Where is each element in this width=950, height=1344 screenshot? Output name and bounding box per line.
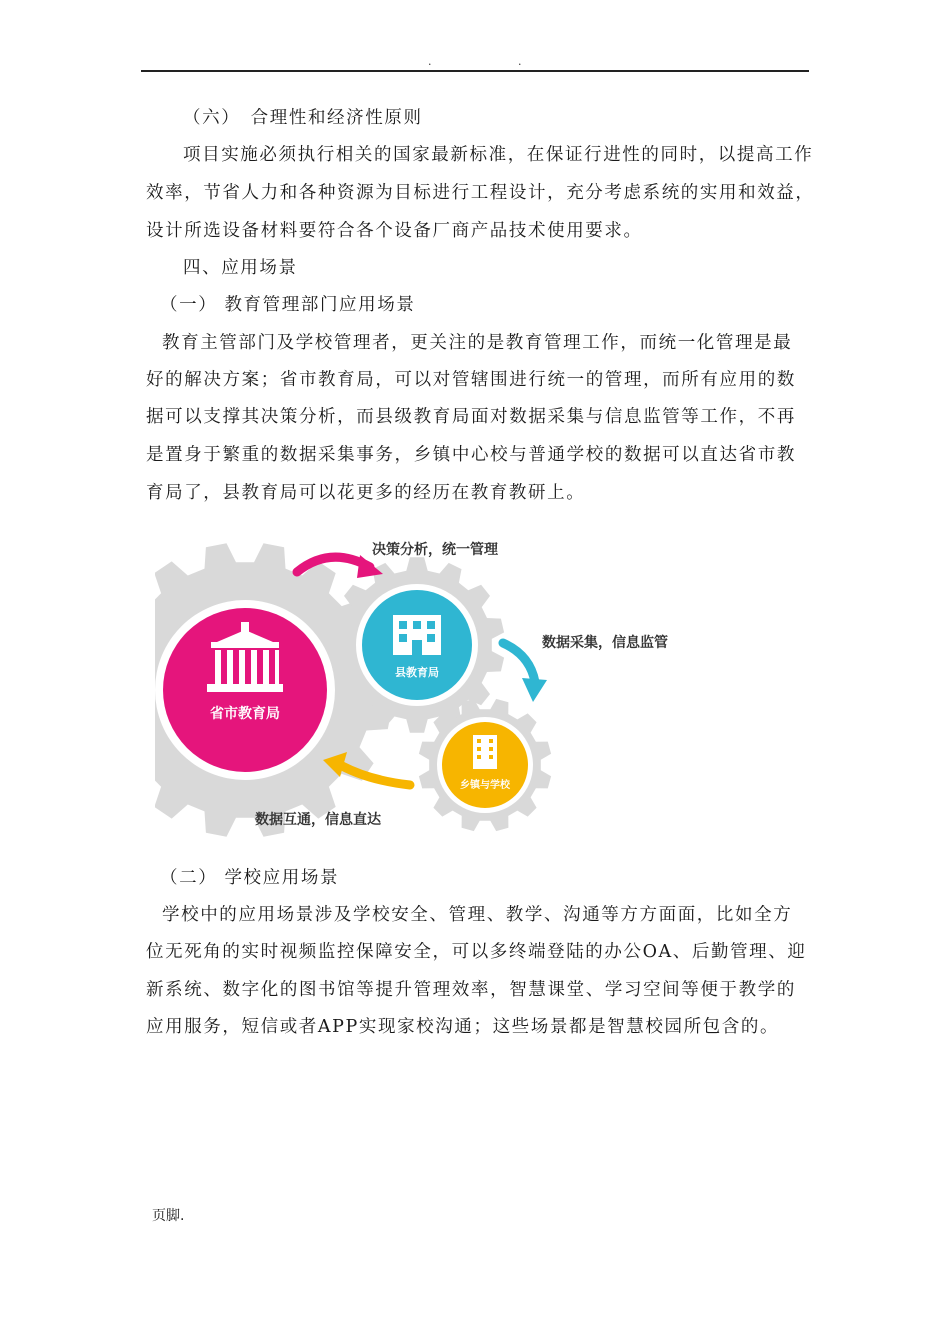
section-heading-4: 四、应用场景 [183, 258, 298, 278]
paragraph-line: 学校中的应用场景涉及学校安全、管理、教学、沟通等方方面面，比如全方 [162, 905, 793, 925]
education-management-diagram [155, 530, 695, 845]
paragraph-line: 位无死角的实时视频监控保障安全，可以多终端登陆的办公OA、后勤管理、迎 [146, 942, 807, 962]
paragraph-line: 设计所选设备材料要符合各个设备厂商产品技术使用要求。 [146, 221, 643, 241]
section-heading-6: （六） 合理性和经济性原则 [183, 108, 423, 128]
caption-bottom: 数据互通，信息直达 [255, 812, 381, 828]
office-building-icon [393, 615, 441, 655]
paragraph-line: 教育主管部门及学校管理者，更关注的是教育管理工作，而统一化管理是最 [162, 333, 793, 353]
label-county: 县教育局 [395, 666, 439, 679]
paragraph-line: 效率，节省人力和各种资源为目标进行工程设计，充分考虑系统的实用和效益， [146, 183, 815, 203]
school-building-icon [473, 735, 497, 769]
caption-right: 数据采集，信息监管 [542, 635, 668, 651]
header-dots [0, 56, 950, 68]
header-dot-right: . [518, 55, 522, 68]
paragraph-line: 好的解决方案；省市教育局，可以对管辖围进行统一的管理，而所有应用的数 [146, 370, 796, 390]
label-town: 乡镇与学校 [460, 780, 510, 791]
arrow-right [503, 643, 535, 682]
paragraph-line: 项目实施必须执行相关的国家最新标准，在保证行进性的同时，以提高工作 [183, 145, 814, 165]
label-provincial: 省市教育局 [210, 706, 280, 722]
paragraph-line: 据可以支撑其决策分析，而县级教育局面对数据采集与信息监管等工作，不再 [146, 407, 796, 427]
paragraph-line: 是置身于繁重的数据采集事务，乡镇中心校与普通学校的数据可以直达省市教 [146, 445, 796, 465]
header-dot-left: . [428, 55, 432, 68]
arrow-right-head [522, 678, 547, 702]
paragraph-line: 新系统、数字化的图书馆等提升管理效率，智慧课堂、学习空间等便于教学的 [146, 980, 796, 1000]
paragraph-line: 育局了，县教育局可以花更多的经历在教育教研上。 [146, 483, 586, 503]
caption-top: 决策分析，统一管理 [372, 542, 498, 558]
subsection-heading-2: （二） 学校应用场景 [160, 868, 340, 888]
subsection-heading-1: （一） 教育管理部门应用场景 [160, 295, 416, 315]
paragraph-line: 应用服务，短信或者APP实现家校沟通；这些场景都是智慧校园所包含的。 [146, 1017, 780, 1037]
footer-text: 页脚. [152, 1208, 185, 1224]
header-rule [141, 70, 809, 72]
